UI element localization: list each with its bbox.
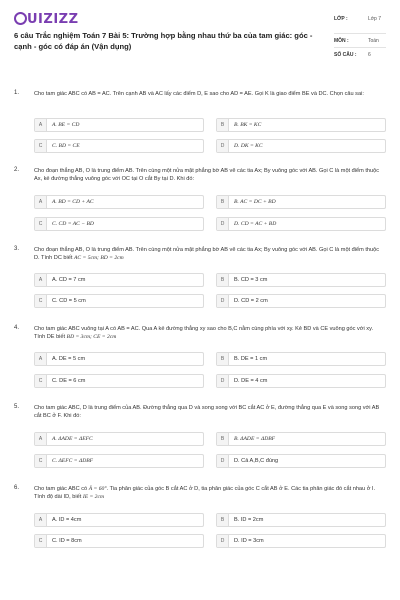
question-math: BD = 3cm; CE = 2cm xyxy=(66,334,117,340)
option-c[interactable] xyxy=(34,217,204,231)
option-d[interactable] xyxy=(216,374,386,388)
option-text: D. Cả A,B,C đúng xyxy=(234,458,279,464)
option-c[interactable] xyxy=(34,139,204,153)
option-text: D. CD = 2 cm xyxy=(234,298,268,304)
option-b[interactable] xyxy=(216,195,386,209)
option-c[interactable] xyxy=(34,454,204,468)
question-number: 3. xyxy=(14,246,20,252)
question-number: 5. xyxy=(14,404,20,410)
option-letter: A xyxy=(35,274,47,286)
option-text: A. ΔADE = ΔEFC xyxy=(52,436,93,442)
option-text: D. ID = 3cm xyxy=(234,538,264,544)
option-letter: B xyxy=(217,353,229,365)
question-text xyxy=(34,325,384,341)
option-text: C. BD = CE xyxy=(52,143,80,149)
option-letter: A xyxy=(35,196,47,208)
option-b[interactable] xyxy=(216,432,386,446)
meta-subject-value: Toán xyxy=(368,38,379,44)
option-letter: A xyxy=(35,119,47,131)
meta-subject xyxy=(334,34,386,48)
question-text-part: Cho tam giác ABC có xyxy=(34,486,89,492)
option-text: C. DE = 6 cm xyxy=(52,378,86,384)
logo-text: UIZIZZ xyxy=(27,12,79,27)
option-d[interactable] xyxy=(216,454,386,468)
option-text: D. DK = KC xyxy=(234,143,263,149)
option-d[interactable] xyxy=(216,139,386,153)
question-text: Cho tam giác ABC có AB = AC. Trên cạnh AB và AC lấy các điểm D, E sao cho AD = AE. Gọi K là giao điểm BE và DC. Chọn câu sai: xyxy=(34,91,364,97)
option-d[interactable] xyxy=(216,534,386,548)
meta-grade xyxy=(334,12,386,34)
option-letter: D xyxy=(217,295,229,307)
option-text: B. ID = 2cm xyxy=(234,517,264,523)
option-c[interactable] xyxy=(34,294,204,308)
option-letter: A xyxy=(35,433,47,445)
question-text xyxy=(34,485,384,501)
question-number: 2. xyxy=(14,167,20,173)
option-letter: C xyxy=(35,218,47,230)
option-letter: C xyxy=(35,535,47,547)
option-letter: B xyxy=(217,514,229,526)
question-number: 4. xyxy=(14,325,20,331)
option-letter: A xyxy=(35,353,47,365)
option-text: C. CD = 5 cm xyxy=(52,298,86,304)
meta-count-label: SỐ CÂU : xyxy=(334,52,357,58)
option-text: B. ΔADE = ΔDBF xyxy=(234,436,276,442)
meta-count-value: 6 xyxy=(368,52,371,58)
option-text: A. BD = CD + AC xyxy=(52,199,94,205)
worksheet-header xyxy=(14,12,386,72)
option-b[interactable] xyxy=(216,513,386,527)
question-number: 1. xyxy=(14,90,20,96)
option-text: C. CD = AC − BD xyxy=(52,221,94,227)
option-letter: D xyxy=(217,535,229,547)
option-a[interactable] xyxy=(34,195,204,209)
question-text-part: Cho đoạn thẳng AB, O là trung điểm AB. Trên cùng một nửa mặt phẳng bờ AB vẽ các tia Ax; By vuông góc với AB. Gọi C là một điểm thuộc D. Tính DC biết xyxy=(34,247,380,261)
question-math: AC = 5cm; BD = 2cm xyxy=(74,255,124,261)
option-c[interactable] xyxy=(34,534,204,548)
option-a[interactable] xyxy=(34,118,204,132)
option-letter: C xyxy=(35,455,47,467)
option-text: C. ΔEFC = ΔDBF xyxy=(52,458,94,464)
option-text: B. CD = 3 cm xyxy=(234,277,268,283)
option-a[interactable] xyxy=(34,273,204,287)
option-text: B. AC = DC + BD xyxy=(234,199,276,205)
option-d[interactable] xyxy=(216,217,386,231)
quiz-title: 6 câu Trắc nghiệm Toán 7 Bài 5: Trường hợp bằng nhau thứ ba của tam giác: góc - cạnh - góc có đáp án (Vận dụng) xyxy=(14,31,313,51)
option-text: A. CD = 7 cm xyxy=(52,277,86,283)
option-a[interactable] xyxy=(34,513,204,527)
option-text: D. DE = 4 cm xyxy=(234,378,268,384)
option-letter: B xyxy=(217,119,229,131)
option-text: D. CD = AC + BD xyxy=(234,221,277,227)
meta-grade-label: LỚP : xyxy=(334,16,348,22)
option-text: C. ID = 8cm xyxy=(52,538,82,544)
option-letter: C xyxy=(35,375,47,387)
option-letter: B xyxy=(217,274,229,286)
option-text: A. DE = 5 cm xyxy=(52,356,86,362)
option-b[interactable] xyxy=(216,118,386,132)
option-a[interactable] xyxy=(34,352,204,366)
question-text: Cho tam giác ABC, D là trung điểm của AB. Đường thẳng qua D và song song với BC cắt AC ở E, đường thẳng qua E và song song với AB cắt BC ở F. Khi đó: xyxy=(34,405,380,419)
option-d[interactable] xyxy=(216,294,386,308)
option-a[interactable] xyxy=(34,432,204,446)
option-b[interactable] xyxy=(216,352,386,366)
option-letter: C xyxy=(35,295,47,307)
option-letter: B xyxy=(217,196,229,208)
quizizz-logo xyxy=(14,12,79,27)
question-text-part: Cho tam giác ABC vuông tại A có AB = AC. Qua A kẻ đường thẳng xy sao cho B,C nằm cùng phía với xy. Kẻ BD và CE vuông góc với xy. Tính DE biết xyxy=(34,326,374,340)
question-number: 6. xyxy=(14,485,20,491)
option-b[interactable] xyxy=(216,273,386,287)
question-text xyxy=(34,246,384,262)
option-letter: D xyxy=(217,375,229,387)
option-text: B. DE = 1 cm xyxy=(234,356,268,362)
option-text: A. BE = CD xyxy=(52,122,80,128)
question-text-part: . Tia phân giác của góc B cắt AC ở D, tia phân giác của góc C cắt AB ở E. Các tia phân giác đó cắt nhau ở I. Tính độ dài ID, biết xyxy=(34,486,376,500)
option-c[interactable] xyxy=(34,374,204,388)
option-letter: B xyxy=(217,433,229,445)
quizizz-q-icon xyxy=(14,12,27,25)
option-letter: C xyxy=(35,140,47,152)
option-text: B. BK = KC xyxy=(234,122,262,128)
question-math: IE = 2cm xyxy=(82,494,104,500)
option-letter: D xyxy=(217,455,229,467)
option-letter: A xyxy=(35,514,47,526)
meta-count xyxy=(334,48,386,64)
meta-box xyxy=(334,12,386,64)
option-text: A. ID = 4cm xyxy=(52,517,82,523)
meta-grade-value: Lớp 7 xyxy=(368,16,382,22)
meta-subject-label: MÔN : xyxy=(334,38,349,44)
option-letter: D xyxy=(217,218,229,230)
question-math: Â = 60° xyxy=(88,486,107,492)
question-text: Cho đoạn thẳng AB, O là trung điểm AB. Trên cùng một nửa mặt phẳng bờ AB vẽ các tia Ax; By vuông góc với AB. Gọi C là một điểm thuộc Ax, kẻ đường thẳng vuông góc với OC tại O cắt By tại D. Khi đó: xyxy=(34,168,380,182)
option-letter: D xyxy=(217,140,229,152)
